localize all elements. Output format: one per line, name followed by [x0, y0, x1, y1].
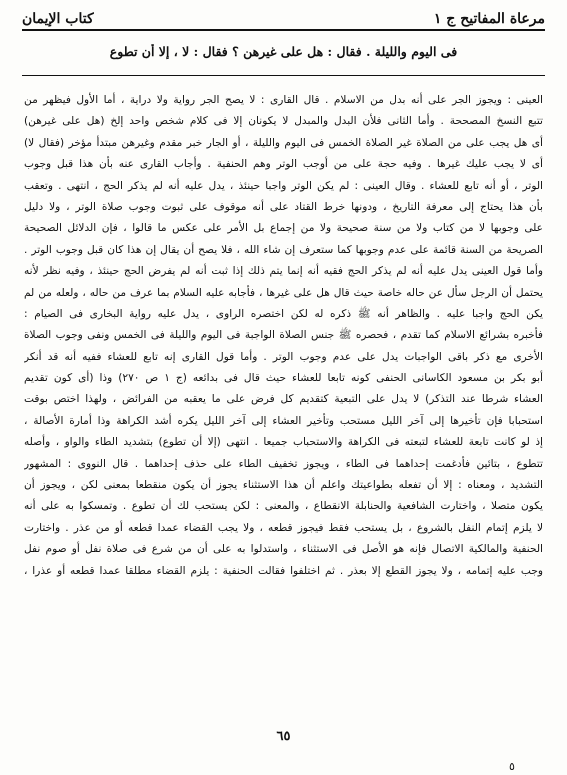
- commentary-line: تتطوع ، بتائين فأدغمت إحداهما فى الطاء ، ويجوز تخفيف الطاء على حذف إحداهما . قال النووى : المشهور: [24, 457, 543, 470]
- commentary-block: [24, 90, 543, 715]
- commentary-line: أى لا يجب عليك غيرها . وفيه حجة على من أوجب الوتر وهم الحنفية . وأجاب القارى عنه بأن هذا قبل وجوب: [24, 158, 543, 171]
- commentary-line: فأخبره بشرائع الاسلام كما تقدم ، فحصره ﷺ جنس الصلاة الواجبة فى اليوم والليلة فى الخمس ونفى وجوب الصلاة: [24, 329, 543, 342]
- commentary-line: إذ لو كانت تابعة للعشاء لتبعته فى الكراهة والاستحباب جميعا . انتهى (إلا أن تطوع) بتشديد الطاء والواو ، وأصله: [24, 436, 543, 449]
- commentary-line: الصريحة من السنة قائمة على عدم وجوبها كما ستعرف إن شاء الله ، فلا يصح أن يقال إن هذا كان قبل وجوب الوتر .: [24, 243, 543, 256]
- commentary-line: يكن الحج واجبا عليه . والظاهر أنه ﷺ ذكره له لكن اختصره الراوى ، يدل عليه رواية البخارى فى الصيام :: [24, 307, 543, 320]
- corner-mark: ٥: [509, 760, 515, 773]
- commentary-line: أى هل يجب على من الصلاة غير الصلاة الخمس فى اليوم والليلة ، أو الجار خبر مقدم وغيرهن مبتدأ مؤخر (فقال لا): [24, 136, 543, 149]
- commentary-line: وجب عليه إتمامه ، ولا يجوز القطع إلا بعذر . ثم اختلفوا فقالت الحنفية : يلزم القضاء مطلقا عمدا قطعه أو عذرا ،: [24, 564, 543, 577]
- commentary-line: بأن هذا يحتاج إلى معرفة التاريخ ، ودونها خرط القتاد على أنه موقوف على ثبوت وجوب صلاة الوتر ، ولا دليل: [24, 200, 543, 213]
- commentary-line: يكون متصلا ، واختارت الشافعية والحنابلة الانقطاع ، والمعنى : لكن يستحب لك أن تطوع . وتمسكوا به على أنه: [24, 500, 543, 513]
- commentary-line: التشديد ، ومعناه : إلا أن تفعله بطواعيتك واعلم أن هذا الاستثناء يجوز أن يكون منقطعا بمعنى لكن ، ويجوز أن: [24, 479, 543, 492]
- running-header: [22, 4, 545, 26]
- hadith-text: فى اليوم والليلة . فقال : هل على غيرهن ؟ فقال : لا ، إلا أن تطوع: [109, 44, 458, 59]
- header-rule: [22, 29, 545, 31]
- commentary-line: الحنفية والمالكية الاتصال فإنه هو الأصل فى الاستثناء ، واستدلوا به على أن من شرع فى صلاة نفل أو صوم نفل: [24, 543, 543, 556]
- separator-rule: [22, 75, 545, 76]
- book-title: مرعاة المفاتيح ج ١: [433, 11, 545, 27]
- commentary-line: وأما قول العينى يدل عليه أنه لم يذكر الحج فقيه أنه إنما يتم ذلك إذا ثبت أنه لم يفرض الحج حينئذ ، وفيه نظر لأنه: [24, 265, 543, 278]
- commentary-line: الأخرى مع ذكر باقى الواجبات يدل على عدم وجوب الوتر . وأما قول القارى إنه تابع للعشاء ففيه أنه قد أنكر: [24, 350, 543, 363]
- commentary-line: على وجوبها لا من كتاب ولا من سنة صحيحة ولا من إجماع بل الأمر على عكس ما قالوا ، فإن الدلائل الصحيحة: [24, 222, 543, 235]
- commentary-line: أبو بكر بن مسعود الكاسانى الحنفى كونه تابعا للعشاء حيث قال فى بدائعه (ج ١ ص ٢٧٠) وذا (أى كون تقديم: [24, 372, 543, 385]
- commentary-line: استحبابا فإن تأخيرها إلى آخر الليل مستحب وتأخير العشاء إلى آخر الليل يكره أشد الكراهة وذا أمارة الأصالة ،: [24, 414, 543, 427]
- commentary-line: العشاء شرطا عند التذكر) لا يدل على التبعية كتقديم كل فرض على ما يعقبه من الفرائض ، ولهذا اختص بوقت: [24, 393, 543, 406]
- commentary-line: لا يلزم إتمام النفل بالشروع ، بل يستحب فقط فيجوز قطعه ، ولا يجب القضاء عمدا قطعه أو من عذر . واختارت: [24, 521, 543, 534]
- commentary-line: تتبع النسخ المصححة . وأما الثانى فلأن البدل والمبدل لا يكونان إلا فى كلام شخص واحد إلخ (هل على غيرهن): [24, 115, 543, 128]
- page-number: ٦٥: [276, 729, 291, 744]
- commentary-line: الوتر ، أو أنه تابع للعشاء . وقال العينى : لم يكن الوتر واجبا حينئذ ، يدل عليه أنه لم يذكر الحج ، انتهى . وتعقب: [24, 179, 543, 192]
- commentary-line: العينى : ويجوز الجر على أنه بدل من الاسلام . قال القارى : لا يصح الجر رواية ولا دراية ، أما الأول فيظهر من: [24, 94, 543, 106]
- chapter-title: كتاب الإيمان: [22, 11, 94, 27]
- commentary-line: يحتمل أن الرجل سأل عن حاله خاصة حيث قال هل على غيرها ، فأجابه عليه السلام بما عرف من حاله ، ولعله من لم: [24, 286, 543, 299]
